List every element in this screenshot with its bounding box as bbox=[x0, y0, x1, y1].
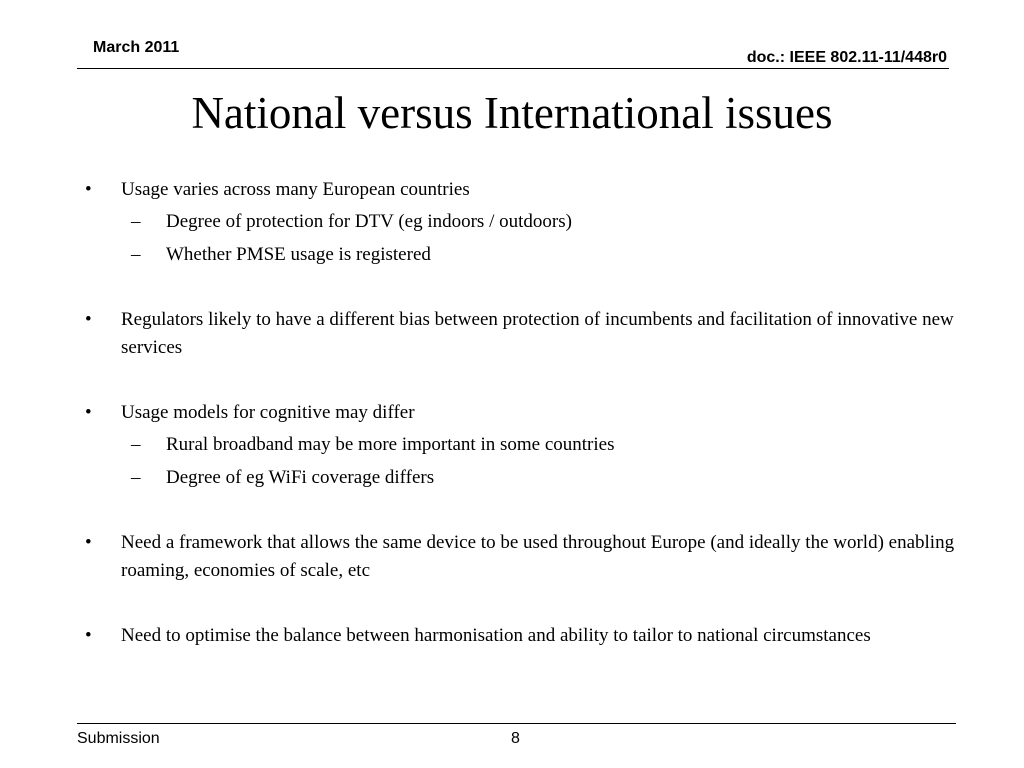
bullet-text: Regulators likely to have a different bias between protection of incumbents and facilitation of innovative new services bbox=[121, 309, 954, 358]
bullet-item bbox=[0, 529, 1024, 585]
bullet-item bbox=[0, 622, 1024, 650]
bullet-marker: • bbox=[85, 179, 92, 200]
bullet-text: Usage models for cognitive may differ bbox=[121, 402, 415, 423]
header-doc-id: doc.: IEEE 802.11-11/448r0 bbox=[746, 49, 947, 66]
sub-bullet-item bbox=[0, 464, 984, 492]
header-divider bbox=[77, 68, 949, 69]
bullet-item bbox=[0, 306, 1024, 362]
slide-content bbox=[0, 176, 1024, 687]
sub-bullet-marker: – bbox=[131, 244, 141, 265]
slide-title: National versus International issues bbox=[191, 88, 833, 138]
sub-bullet-marker: – bbox=[131, 467, 141, 488]
sub-bullet-text: Degree of eg WiFi coverage differs bbox=[166, 467, 435, 488]
bullet-text: Need to optimise the balance between harmonisation and ability to tailor to national circumstances bbox=[121, 625, 871, 646]
sub-bullet-text: Whether PMSE usage is registered bbox=[166, 244, 431, 265]
sub-bullet-text: Rural broadband may be more important in some countries bbox=[166, 434, 615, 455]
bullet-marker: • bbox=[85, 309, 92, 330]
sub-list bbox=[121, 208, 984, 269]
bullet-marker: • bbox=[85, 402, 92, 423]
bullet-text: Usage varies across many European countries bbox=[121, 179, 470, 200]
bullet-item bbox=[0, 176, 1024, 269]
header-date: March 2011 bbox=[93, 39, 180, 56]
bullet-item bbox=[0, 399, 1024, 492]
sub-bullet-item bbox=[0, 208, 984, 236]
sub-list bbox=[121, 431, 984, 492]
sub-bullet-text: Degree of protection for DTV (eg indoors / outdoors) bbox=[166, 211, 572, 232]
sub-bullet-item bbox=[0, 431, 984, 459]
bullet-text: Need a framework that allows the same device to be used throughout Europe (and ideally the world) enabling roaming, economies of scale, etc bbox=[121, 532, 955, 581]
bullet-marker: • bbox=[85, 625, 92, 646]
footer-divider bbox=[77, 723, 956, 724]
sub-bullet-marker: – bbox=[131, 434, 141, 455]
sub-bullet-item bbox=[0, 241, 984, 269]
sub-bullet-marker: – bbox=[131, 211, 141, 232]
footer-label: Submission bbox=[77, 730, 160, 747]
bullet-marker: • bbox=[85, 532, 92, 553]
page-number: 8 bbox=[511, 730, 520, 747]
